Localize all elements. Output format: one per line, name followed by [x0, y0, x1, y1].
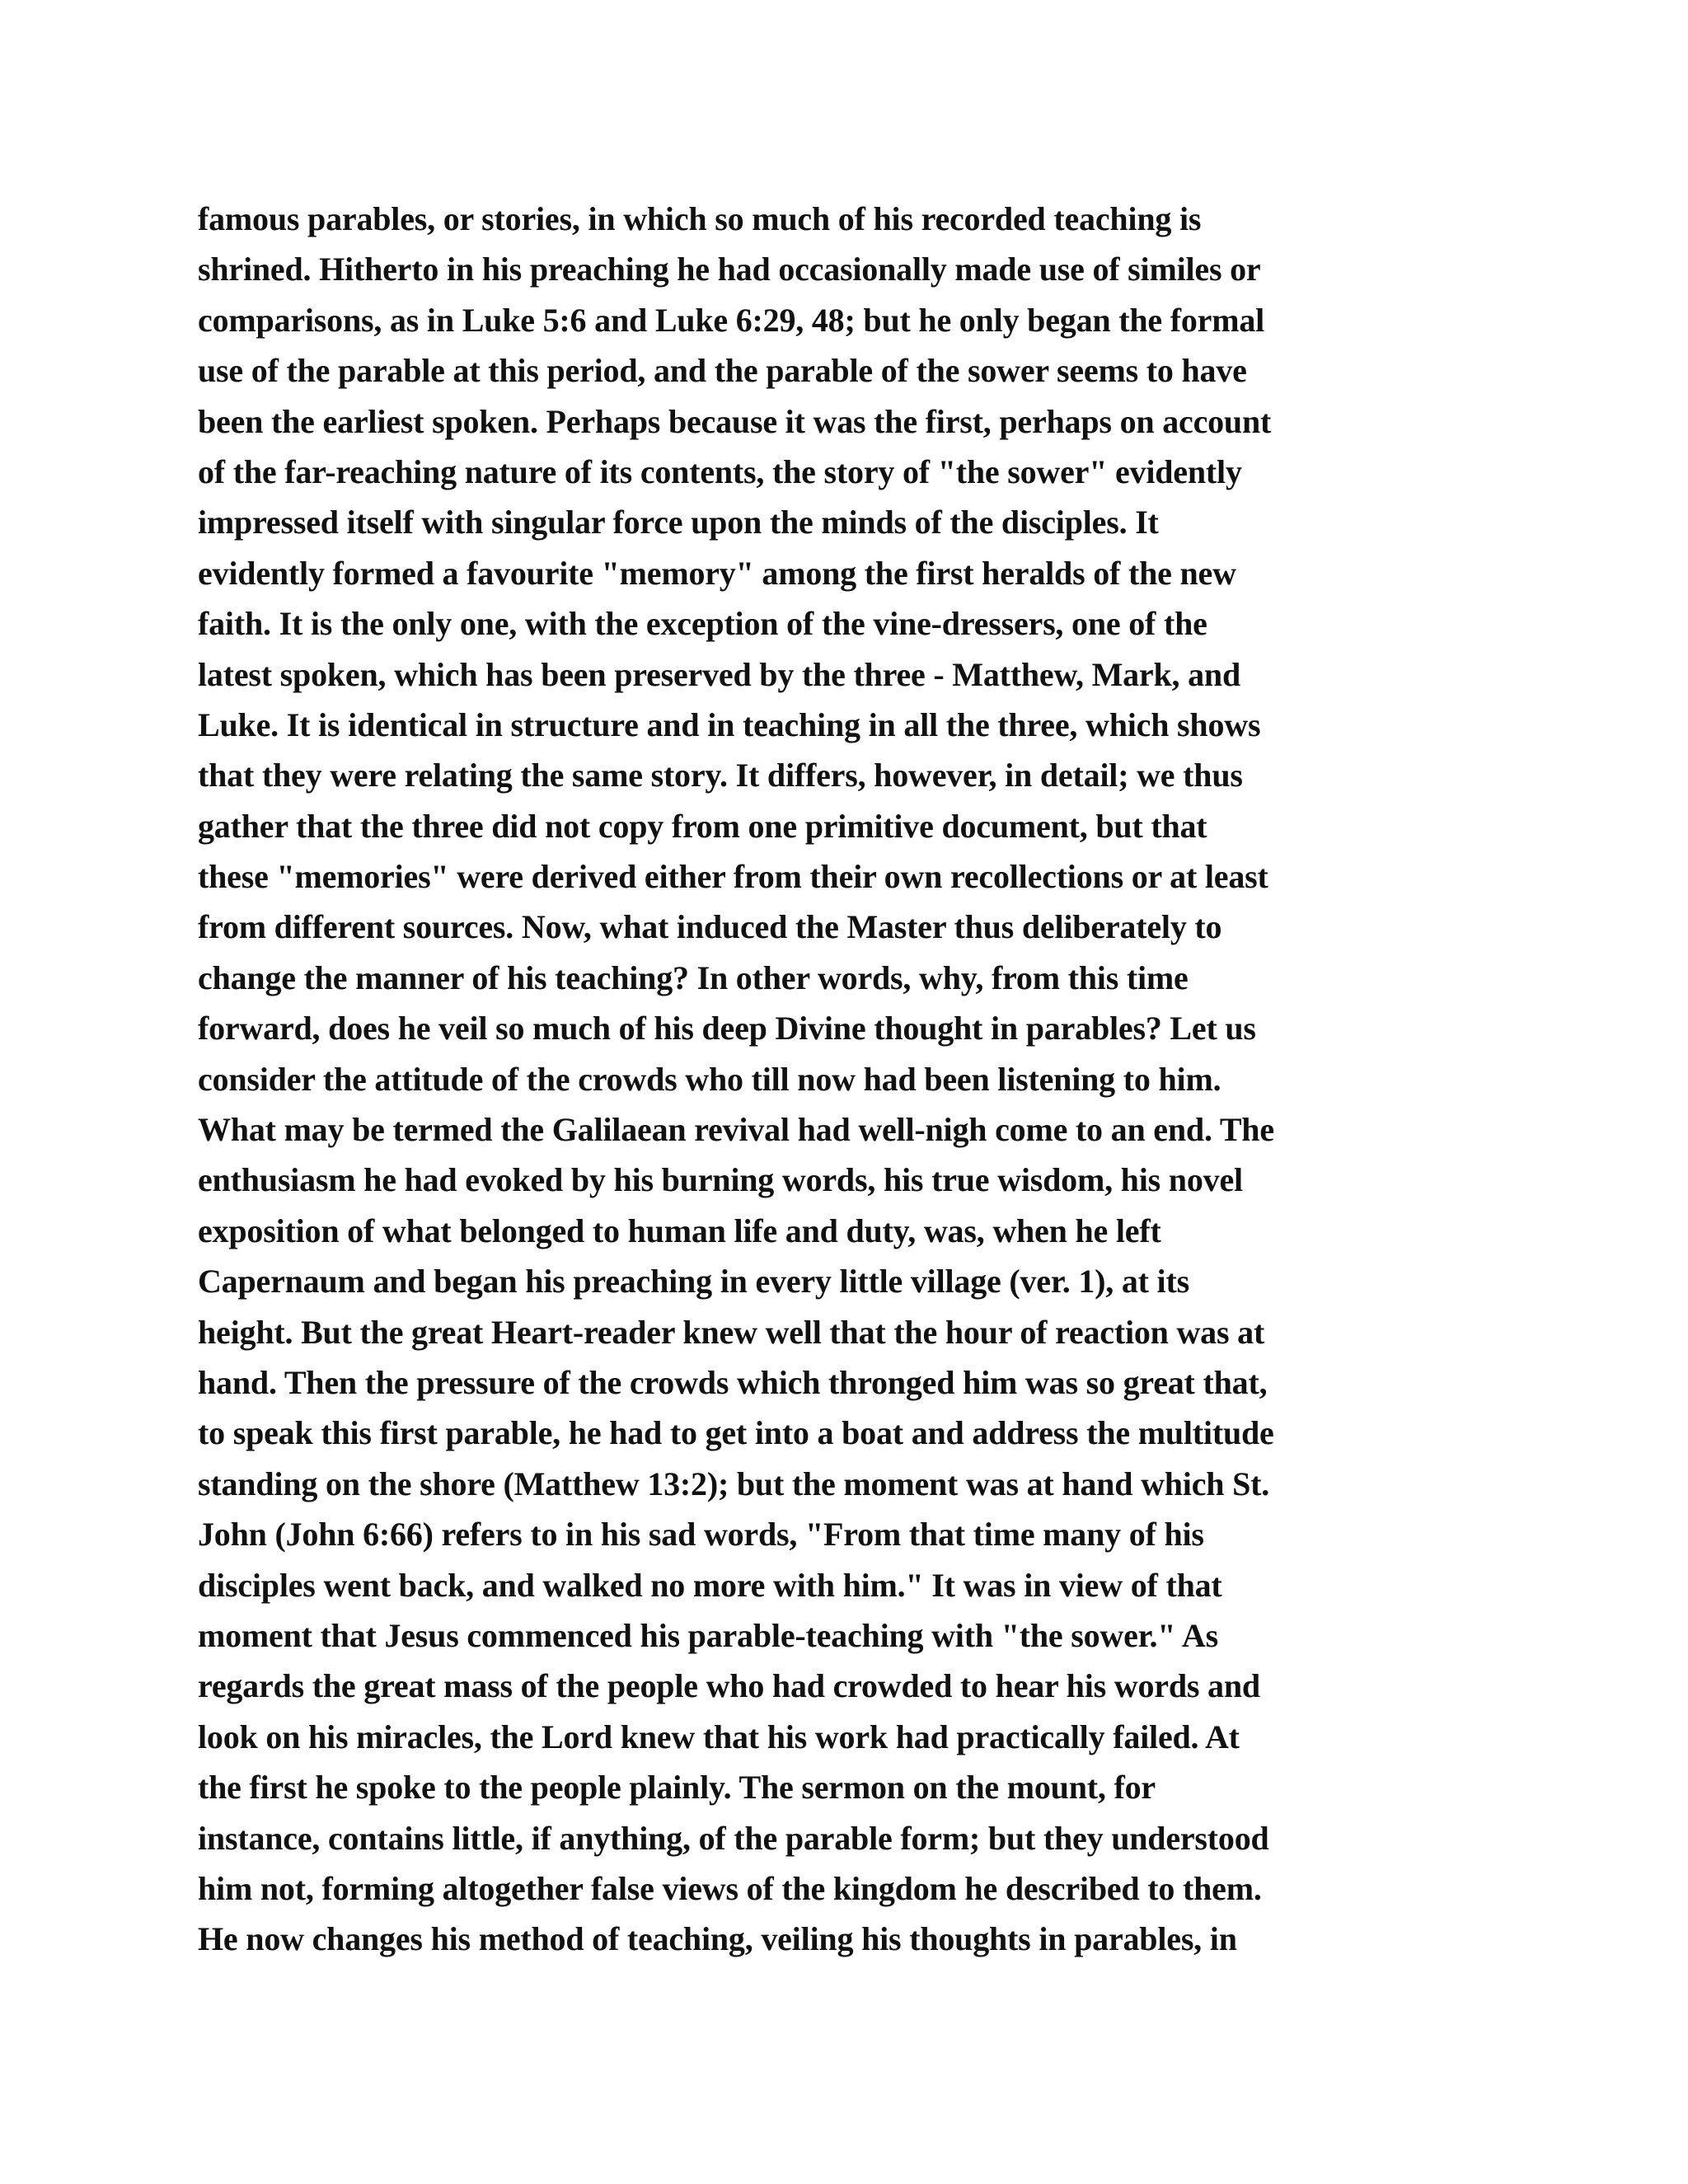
text-line: faith. It is the only one, with the exception of the vine-dressers, one of the — [198, 605, 1207, 643]
text-line: comparisons, as in Luke 5:6 and Luke 6:29, 48; but he only began the formal — [198, 301, 1265, 339]
text-line: famous parables, or stories, in which so much of his recorded teaching is — [198, 200, 1202, 237]
text-line: shrined. Hitherto in his preaching he had occasionally made use of similes or — [198, 251, 1261, 288]
text-line: standing on the shore (Matthew 13:2); but the moment was at hand which St. — [198, 1465, 1270, 1502]
text-line: from different sources. Now, what induced the Master thus deliberately to — [198, 908, 1222, 946]
text-line: John (John 6:66) refers to in his sad words, "From that time many of his — [198, 1516, 1204, 1554]
text-line: hand. Then the pressure of the crowds which thronged him was so great that, — [198, 1363, 1268, 1401]
text-line: Capernaum and began his preaching in every little village (ver. 1), at its — [198, 1263, 1189, 1301]
text-line: moment that Jesus commenced his parable-teaching with "the sower." As — [198, 1616, 1218, 1654]
text-line: been the earliest spoken. Perhaps because it was the first, perhaps on account — [198, 402, 1272, 440]
text-line: instance, contains little, if anything, of the parable form; but they understood — [198, 1819, 1269, 1857]
text-line: disciples went back, and walked no more with him." It was in view of that — [198, 1566, 1222, 1604]
body-text — [198, 194, 1500, 1965]
text-line: look on his miracles, the Lord knew that his work had practically failed. At — [198, 1718, 1240, 1755]
text-line: consider the attitude of the crowds who till now had been listening to him. — [198, 1060, 1221, 1098]
text-line: the first he spoke to the people plainly. The sermon on the mount, for — [198, 1769, 1156, 1807]
text-line: enthusiasm he had evoked by his burning words, his true wisdom, his novel — [198, 1161, 1243, 1199]
text-line: latest spoken, which has been preserved by the three - Matthew, Mark, and — [198, 655, 1241, 693]
text-line: forward, does he veil so much of his deep Divine thought in parables? Let us — [198, 1010, 1256, 1047]
text-line: He now changes his method of teaching, veiling his thoughts in parables, in — [198, 1920, 1237, 1958]
text-line: exposition of what belonged to human life and duty, was, when he left — [198, 1212, 1161, 1249]
text-line: change the manner of his teaching? In other words, why, from this time — [198, 958, 1189, 996]
text-line: evidently formed a favourite "memory" among the first heralds of the new — [198, 554, 1236, 592]
text-line: him not, forming altogether false views of the kingdom he described to them. — [198, 1869, 1262, 1907]
text-line: use of the parable at this period, and the parable of the sower seems to have — [198, 352, 1247, 390]
text-line: that they were relating the same story. It differs, however, in detail; we thus — [198, 757, 1243, 794]
text-line: Luke. It is identical in structure and in teaching in all the three, which shows — [198, 705, 1261, 743]
text-line: of the far-reaching nature of its contents, the story of "the sower" evidently — [198, 452, 1242, 490]
text-line: to speak this first parable, he had to get into a boat and address the multitude — [198, 1414, 1274, 1452]
text-line: height. But the great Heart-reader knew well that the hour of reaction was at — [198, 1313, 1265, 1351]
text-line: gather that the three did not copy from one primitive document, but that — [198, 807, 1207, 845]
text-line: these "memories" were derived either from their own recollections or at least — [198, 858, 1268, 896]
text-line: What may be termed the Galilaean revival had well-nigh come to an end. The — [198, 1111, 1274, 1149]
text-line: regards the great mass of the people who had crowded to hear his words and — [198, 1667, 1260, 1705]
text-line: impressed itself with singular force upon the minds of the disciples. It — [198, 504, 1159, 541]
